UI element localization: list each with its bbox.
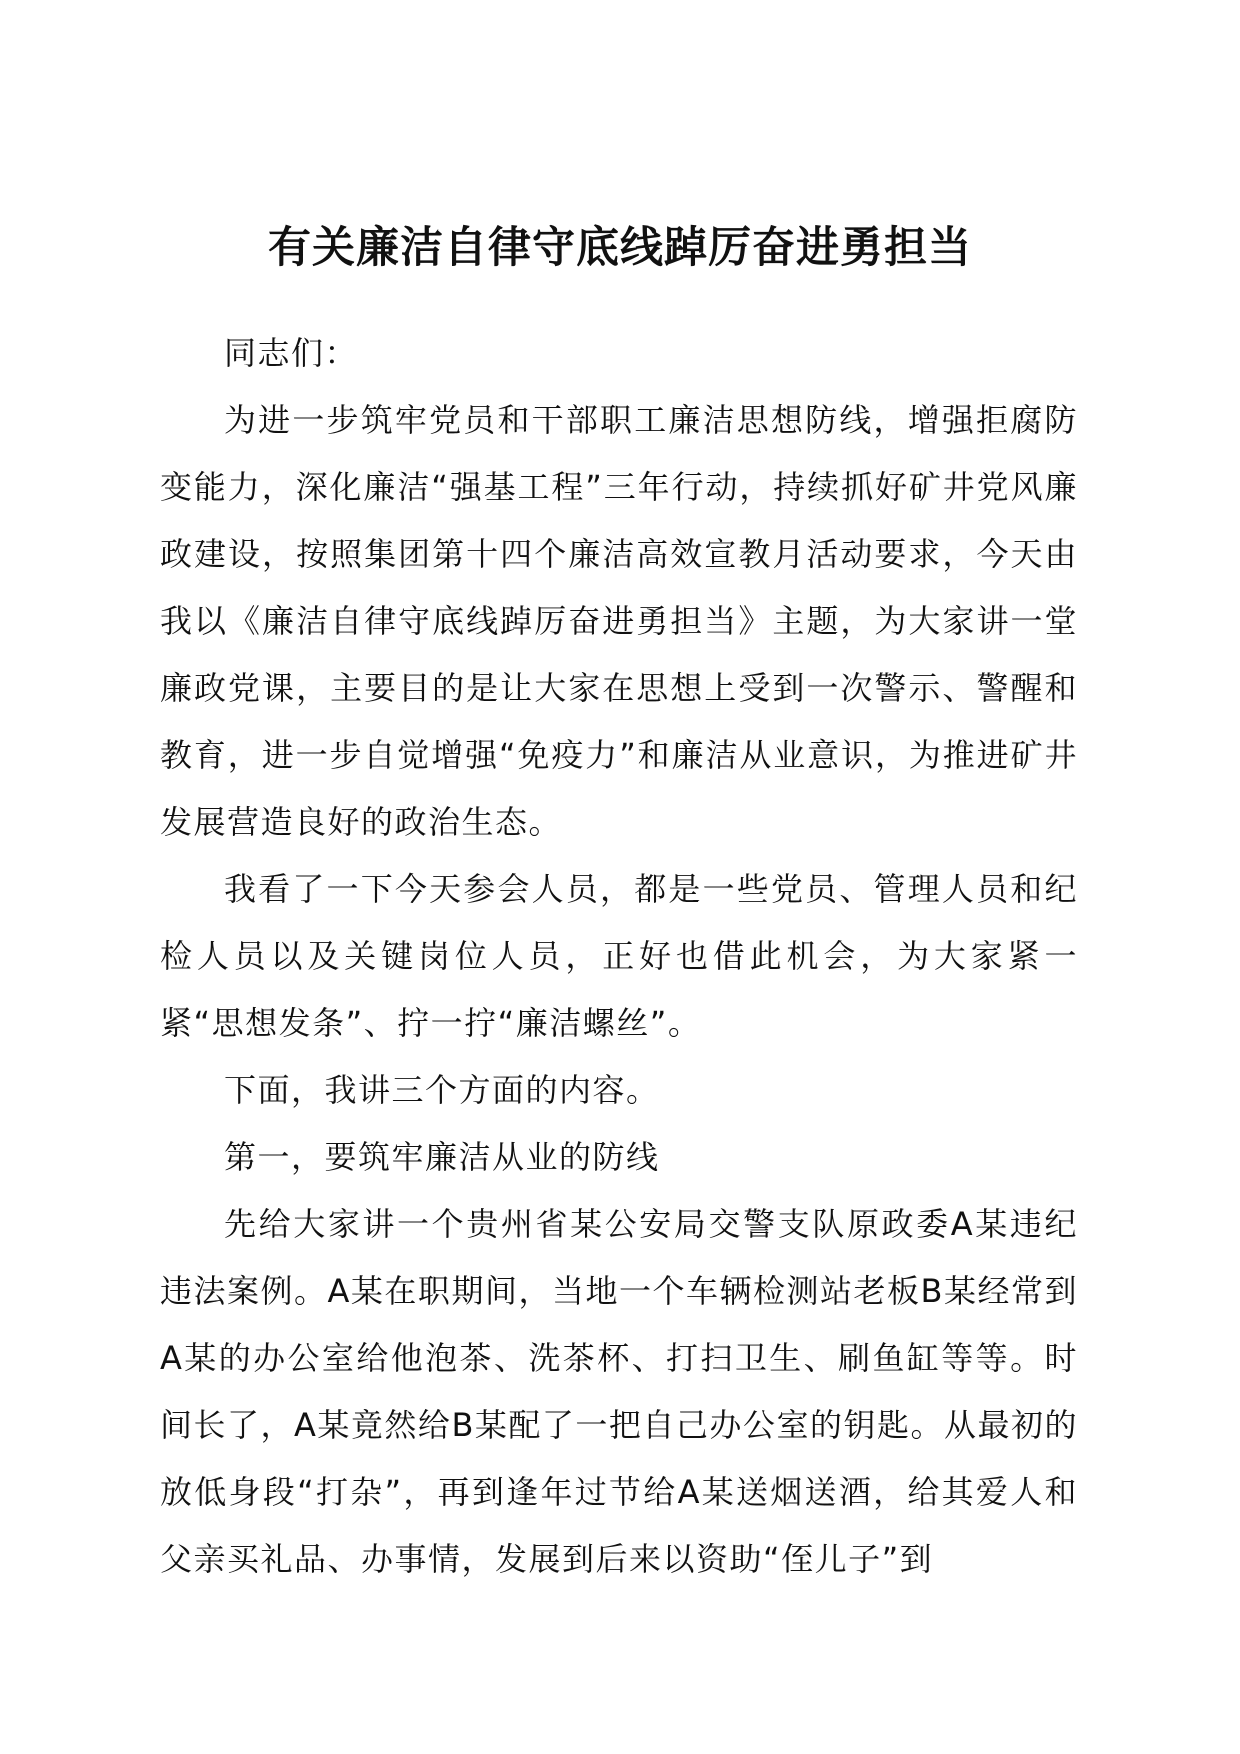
paragraph-outline: 下面，我讲三个方面的内容。 [224,1071,660,1109]
paragraph-intro: 为进一步筑牢党员和干部职工廉洁思想防线，增强拒腐防变能力，深化廉洁“强基工程”三年行动，持续抓好矿井党风廉政建设，按照集团第十四个廉洁高效宣教月活动要求，今天由我以《廉洁自律守底线踔厉奋进勇担当》主题，为大家讲一堂廉政党课，主要目的是让大家在思想上受到一次警示、警醒和教育，进一步自觉增强“免疫力”和廉洁从业意识，为推进矿井发展营造良好的政治生态。 [160,401,1078,841]
section-heading-first: 第一，要筑牢廉洁从业的防线 [224,1138,660,1176]
salutation: 同志们： [224,334,359,372]
document-title: 有关廉洁自律守底线踔厉奋进勇担当 [268,223,972,273]
paragraph-attendees: 我看了一下今天参会人员，都是一些党员、管理人员和纪检人员以及关键岗位人员，正好也借此机会，为大家紧一紧“思想发条”、拧一拧“廉洁螺丝”。 [160,870,1078,1042]
paragraph-case-study: 先给大家讲一个贵州省某公安局交警支队原政委A某违纪违法案例。A某在职期间，当地一个车辆检测站老板B某经常到A某的办公室给他泡茶、洗茶杯、打扫卫生、刷鱼缸等等。时间长了，A某竟然给B某配了一把自己办公室的钥匙。从最初的放低身段“打杂”，再到逢年过节给A某送烟送酒，给其爱人和父亲买礼品、办事情，发展到后来以资助“侄儿子”到 [160,1205,1078,1578]
document-body [160,320,1078,1593]
